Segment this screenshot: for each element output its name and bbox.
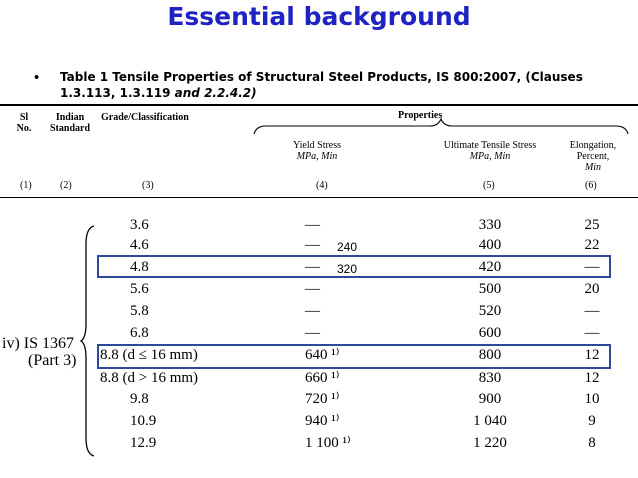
yield-cell: —: [305, 237, 320, 253]
elong-cell: —: [584, 325, 600, 341]
bullet-clauses-text: 1.3.113, 1.3.119: [60, 86, 171, 100]
highlight-row-8-8: [97, 344, 611, 369]
elong-cell: 9: [588, 413, 596, 429]
uts-cell: 420: [478, 259, 502, 275]
col-num-1: (1): [20, 180, 32, 191]
header-yield: Yield Stress MPa, Min: [292, 140, 342, 162]
grade-cell: 10.9: [130, 413, 157, 429]
uts-cell: 1 220: [473, 435, 507, 451]
slide-title: Essential background: [167, 2, 471, 31]
properties-brace: [252, 118, 630, 136]
yield-cell: 940 ¹⁾: [305, 413, 340, 429]
yield-cell: —: [305, 217, 320, 233]
uts-cell: 520: [478, 303, 502, 319]
grade-cell: 3.6: [130, 217, 149, 233]
elong-cell: —: [584, 259, 600, 275]
annotation-240: 240: [337, 240, 358, 254]
col-num-5: (5): [483, 180, 495, 191]
header-bottom-rule: [0, 197, 638, 198]
yield-cell: 660 ¹⁾: [305, 370, 340, 386]
elong-cell: 12: [584, 370, 600, 386]
uts-cell: 900: [478, 391, 502, 407]
header-indian-standard: Indian Standard: [49, 112, 90, 134]
standard-sub-label: (Part 3): [28, 352, 77, 369]
elong-cell: 10: [584, 391, 600, 407]
highlight-row-4-8: [97, 255, 611, 278]
yield-cell: —: [305, 303, 320, 319]
yield-cell: —: [305, 281, 320, 297]
uts-cell: 400: [478, 237, 502, 253]
uts-cell: 800: [478, 347, 502, 363]
grade-cell: 4.6: [130, 237, 149, 253]
header-grade: Grade/Classification: [101, 112, 189, 123]
col-num-3: (3): [142, 180, 154, 191]
uts-cell: 600: [478, 325, 502, 341]
grade-cell: 8.8 (d ≤ 16 mm): [100, 347, 198, 363]
elong-cell: 22: [584, 237, 600, 253]
yield-cell: 640 ¹⁾: [305, 347, 340, 363]
elong-cell: 12: [584, 347, 600, 363]
table-top-rule: [0, 104, 638, 106]
header-sl-no: Sl No.: [16, 112, 32, 134]
col-num-4: (4): [316, 180, 328, 191]
grade-cell: 8.8 (d > 16 mm): [100, 370, 199, 386]
header-properties: Properties: [398, 110, 443, 121]
standard-label: iv) IS 1367: [2, 335, 74, 352]
elong-cell: —: [584, 303, 600, 319]
grade-cell: 12.9: [130, 435, 157, 451]
grade-cell: 6.8: [130, 325, 149, 341]
header-elongation: Elongation, Percent, Min: [569, 140, 617, 173]
yield-cell: —: [305, 259, 320, 275]
yield-cell: —: [305, 325, 320, 341]
grade-cell: 4.8: [130, 259, 149, 275]
yield-cell: 1 100 ¹⁾: [305, 435, 351, 451]
elong-cell: 20: [584, 281, 600, 297]
elong-cell: 25: [584, 217, 600, 233]
bullet-dot: •: [34, 69, 40, 86]
uts-cell: 330: [478, 217, 502, 233]
col-num-2: (2): [60, 180, 72, 191]
bullet-main-text: Table 1 Tensile Properties of Structural Steel Products, IS 800:2007, (Clauses: [60, 70, 583, 84]
uts-cell: 1 040: [473, 413, 507, 429]
bullet-text: [60, 69, 620, 101]
grade-cell: 5.8: [130, 303, 149, 319]
standard-brace: [80, 224, 96, 458]
elong-cell: 8: [588, 435, 596, 451]
annotation-320: 320: [337, 262, 358, 276]
bullet-and-text: and 2.2.4.2): [174, 86, 257, 100]
header-uts: Ultimate Tensile Stress MPa, Min: [443, 140, 537, 162]
uts-cell: 830: [478, 370, 502, 386]
uts-cell: 500: [478, 281, 502, 297]
grade-cell: 5.6: [130, 281, 149, 297]
grade-cell: 9.8: [130, 391, 149, 407]
yield-cell: 720 ¹⁾: [305, 391, 340, 407]
col-num-6: (6): [585, 180, 597, 191]
